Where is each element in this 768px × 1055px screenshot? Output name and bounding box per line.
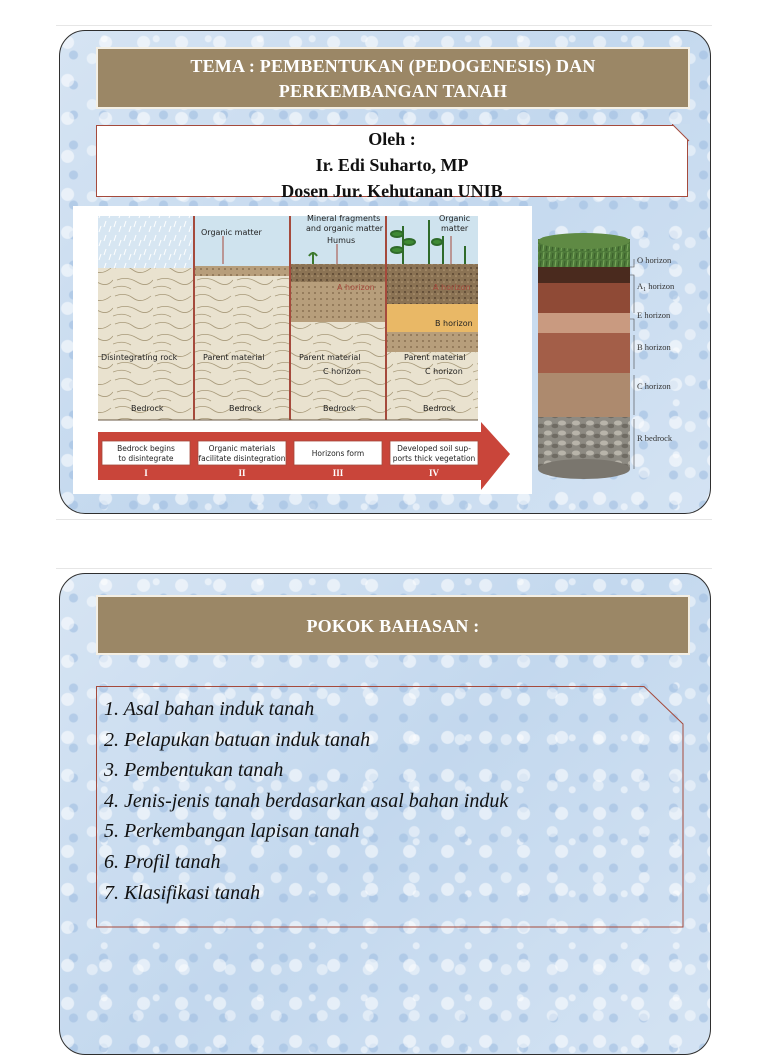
stage-4-roman: IV: [428, 468, 440, 478]
topic-item: 7. Klasifikasi tanah: [104, 881, 261, 904]
stage-1-text-2: to disintegrate: [118, 454, 174, 463]
panel-2-bedrock-label: Bedrock: [229, 404, 262, 413]
slide-2-title: POKOK BAHASAN :: [306, 616, 480, 636]
panel-3-parent-label: Parent material: [299, 353, 361, 362]
stage-2-text-2: facilitate disintegration: [198, 454, 286, 463]
panel-3-top-label-2: and organic matter: [306, 224, 384, 233]
panel-3-c-horizon-label: C horizon: [323, 367, 361, 376]
panel-4-c-horizon-label: C horizon: [425, 367, 463, 376]
stage-3-text-1: Horizons form: [311, 449, 365, 458]
soil-profile-illustration: [530, 219, 680, 487]
topic-list: [104, 694, 664, 908]
stage-2-roman: II: [238, 468, 246, 478]
profile-r-bedrock-label: R bedrock: [637, 433, 673, 443]
panel-1-bedrock-label: Bedrock: [131, 404, 164, 413]
profile-b-horizon-label: B horizon: [637, 342, 671, 352]
slide-2-title-bar: [96, 595, 690, 655]
panel-3-a-horizon-label: A horizon: [337, 283, 375, 292]
page-divider-middle-2: [56, 568, 712, 569]
page-divider-middle-1: [56, 519, 712, 520]
slide-1-title-line-2: PERKEMBANGAN TANAH: [278, 81, 508, 101]
topic-item: 5. Perkembangan lapisan tanah: [104, 820, 360, 843]
page-divider-top: [56, 25, 712, 26]
panel-4-parent-label: Parent material: [404, 353, 466, 362]
stage-3-roman: III: [332, 468, 344, 478]
panel-2-top-label: Organic matter: [201, 228, 262, 237]
panel-2-parent-label: Parent material: [203, 353, 265, 362]
stage-4-text-2: ports thick vegetation: [392, 454, 476, 463]
profile-c-horizon-label: C horizon: [637, 381, 671, 391]
author-by-label: Oleh :: [368, 129, 416, 149]
panel-4-bedrock-label: Bedrock: [423, 404, 456, 413]
slide-2: [59, 573, 711, 1055]
topic-item: 2. Pelapukan batuan induk tanah: [104, 728, 371, 751]
stage-2-text-1: Organic materials: [208, 444, 276, 453]
slide-1-title-bar: [96, 47, 690, 109]
soil-formation-svg: [73, 206, 532, 494]
panel-4-top-label: Organic: [439, 214, 471, 223]
panel-3-top-label: Mineral fragments: [307, 214, 381, 223]
profile-a1-horizon-label: $A_1$ horizon: [637, 281, 675, 293]
panel-4-b-horizon-label: B horizon: [435, 319, 473, 328]
slide-1-title-line-1: TEMA : PEMBENTUKAN (PEDOGENESIS) DAN: [190, 56, 596, 76]
stage-4-text-1: Developed soil sup-: [397, 444, 471, 453]
soil-formation-diagram: [73, 206, 532, 494]
profile-e-horizon-label: E horizon: [637, 310, 671, 320]
author-box-corner: [672, 124, 690, 142]
topic-item: 4. Jenis-jenis tanah berdasarkan asal bahan induk: [104, 789, 509, 812]
author-affiliation: Dosen Jur. Kehutanan UNIB: [281, 181, 503, 201]
panel-4-a-horizon-label: A horizon: [433, 283, 471, 292]
panel-4-top-label-2: matter: [441, 224, 469, 233]
author-name: Ir. Edi Suharto, MP: [315, 155, 469, 175]
author-box: [96, 125, 688, 201]
panel-1-parent-label: Disintegrating rock: [101, 353, 178, 362]
topic-item: 6. Profil tanah: [104, 850, 221, 873]
slide-1: [59, 30, 711, 514]
topic-item: 3. Pembentukan tanah: [104, 759, 284, 782]
stage-1-text-1: Bedrock begins: [117, 444, 175, 453]
topic-item: 1. Asal bahan induk tanah: [104, 698, 315, 720]
panel-3-bedrock-label: Bedrock: [323, 404, 356, 413]
stage-1-roman: I: [144, 468, 148, 478]
panel-3-humus-label: Humus: [327, 236, 356, 245]
profile-o-horizon-label: O horizon: [637, 255, 672, 265]
